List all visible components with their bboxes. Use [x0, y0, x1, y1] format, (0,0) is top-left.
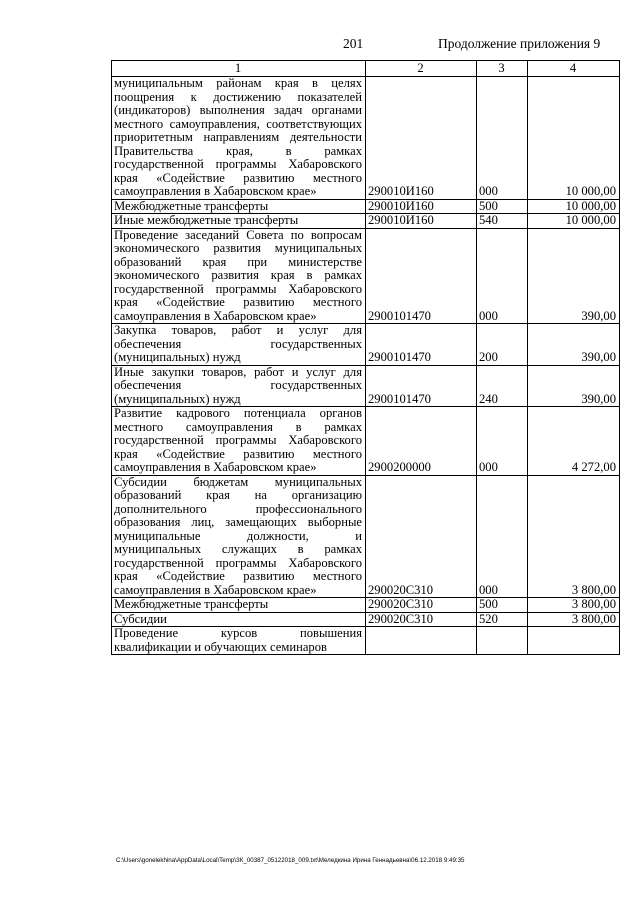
table-row: [112, 365, 620, 407]
row-code: 290020С310: [366, 598, 477, 613]
table-row: [112, 199, 620, 214]
row-code: 290010И160: [366, 77, 477, 200]
table-row: [112, 77, 620, 200]
row-code: 2900200000: [366, 407, 477, 476]
row-amount: 10 000,00: [528, 214, 620, 229]
row-amount: 4 272,00: [528, 407, 620, 476]
row-description: Межбюджетные трансферты: [112, 598, 366, 613]
row-expense-type: 240: [477, 365, 528, 407]
column-header: 4: [528, 61, 620, 77]
column-header: 2: [366, 61, 477, 77]
column-header: 3: [477, 61, 528, 77]
row-expense-type: 000: [477, 77, 528, 200]
row-description: Проведение курсов повышения квалификации и обучающих семинаров: [112, 627, 366, 655]
table-header-row: [112, 61, 620, 77]
row-expense-type: 000: [477, 475, 528, 598]
row-amount: 390,00: [528, 324, 620, 366]
page-number: 201: [343, 36, 364, 51]
table-row: [112, 598, 620, 613]
table-row: [112, 407, 620, 476]
budget-table: [111, 60, 620, 655]
column-header: 1: [112, 61, 366, 77]
row-amount: [528, 627, 620, 655]
row-expense-type: 500: [477, 199, 528, 214]
row-amount: 390,00: [528, 228, 620, 324]
row-description: Межбюджетные трансферты: [112, 199, 366, 214]
row-expense-type: 000: [477, 407, 528, 476]
table-row: [112, 324, 620, 366]
row-description: муниципальным районам края в целях поощрения к достижению показателей (индикаторов) выполнения задач органами местного самоуправления, соответствующих приоритетным направлениям деятельности Правительства края, в рамках государственной программы Хабаровского края «Содействие развитию местного самоуправления в Хабаровском крае»: [112, 77, 366, 200]
row-code: [366, 627, 477, 655]
continuation-caption: Продолжение приложения 9: [438, 36, 601, 51]
row-amount: 3 800,00: [528, 598, 620, 613]
row-amount: 3 800,00: [528, 475, 620, 598]
row-expense-type: 000: [477, 228, 528, 324]
row-expense-type: [477, 627, 528, 655]
row-description: Развитие кадрового потенциала органов местного самоуправления в рамках государственной программы Хабаровского края «Содействие развитию местного самоуправления в Хабаровском крае»: [112, 407, 366, 476]
row-description: Иные закупки товаров, работ и услуг для обеспечения государственных (муниципальных) нужд: [112, 365, 366, 407]
table-row: [112, 214, 620, 229]
row-code: 290010И160: [366, 199, 477, 214]
document-path-footer: C:\Users\gonelekhina\AppData\Local\Temp\ЗК_00387_05122018_009.txt\Меледкина Ирина Геннадьевна\06.12.2018 9:49:35: [116, 857, 465, 864]
row-code: 2900101470: [366, 365, 477, 407]
row-code: 290020С310: [366, 612, 477, 627]
row-description: Субсидии бюджетам муниципальных образований края на организацию дополнительного профессионального образования лиц, замещающих выборные муниципальные должности, и муниципальных служащих в рамках государственной программы Хабаровского края «Содействие развитию местного самоуправления в Хабаровском крае»: [112, 475, 366, 598]
row-description: Иные межбюджетные трансферты: [112, 214, 366, 229]
row-amount: 390,00: [528, 365, 620, 407]
row-amount: 10 000,00: [528, 77, 620, 200]
row-description: Субсидии: [112, 612, 366, 627]
row-code: 290020С310: [366, 475, 477, 598]
row-amount: 10 000,00: [528, 199, 620, 214]
row-code: 290010И160: [366, 214, 477, 229]
table-row: [112, 612, 620, 627]
row-amount: 3 800,00: [528, 612, 620, 627]
row-description: Проведение заседаний Совета по вопросам экономического развития муниципальных образований края при министерстве экономического развития края в рамках государственной программы Хабаровского края «Содействие развитию местного самоуправления в Хабаровском крае»: [112, 228, 366, 324]
row-expense-type: 520: [477, 612, 528, 627]
row-code: 2900101470: [366, 324, 477, 366]
row-expense-type: 540: [477, 214, 528, 229]
table-row: [112, 228, 620, 324]
table-row: [112, 475, 620, 598]
row-expense-type: 500: [477, 598, 528, 613]
row-expense-type: 200: [477, 324, 528, 366]
table-row: [112, 627, 620, 655]
row-description: Закупка товаров, работ и услуг для обеспечения государственных (муниципальных) нужд: [112, 324, 366, 366]
row-code: 2900101470: [366, 228, 477, 324]
